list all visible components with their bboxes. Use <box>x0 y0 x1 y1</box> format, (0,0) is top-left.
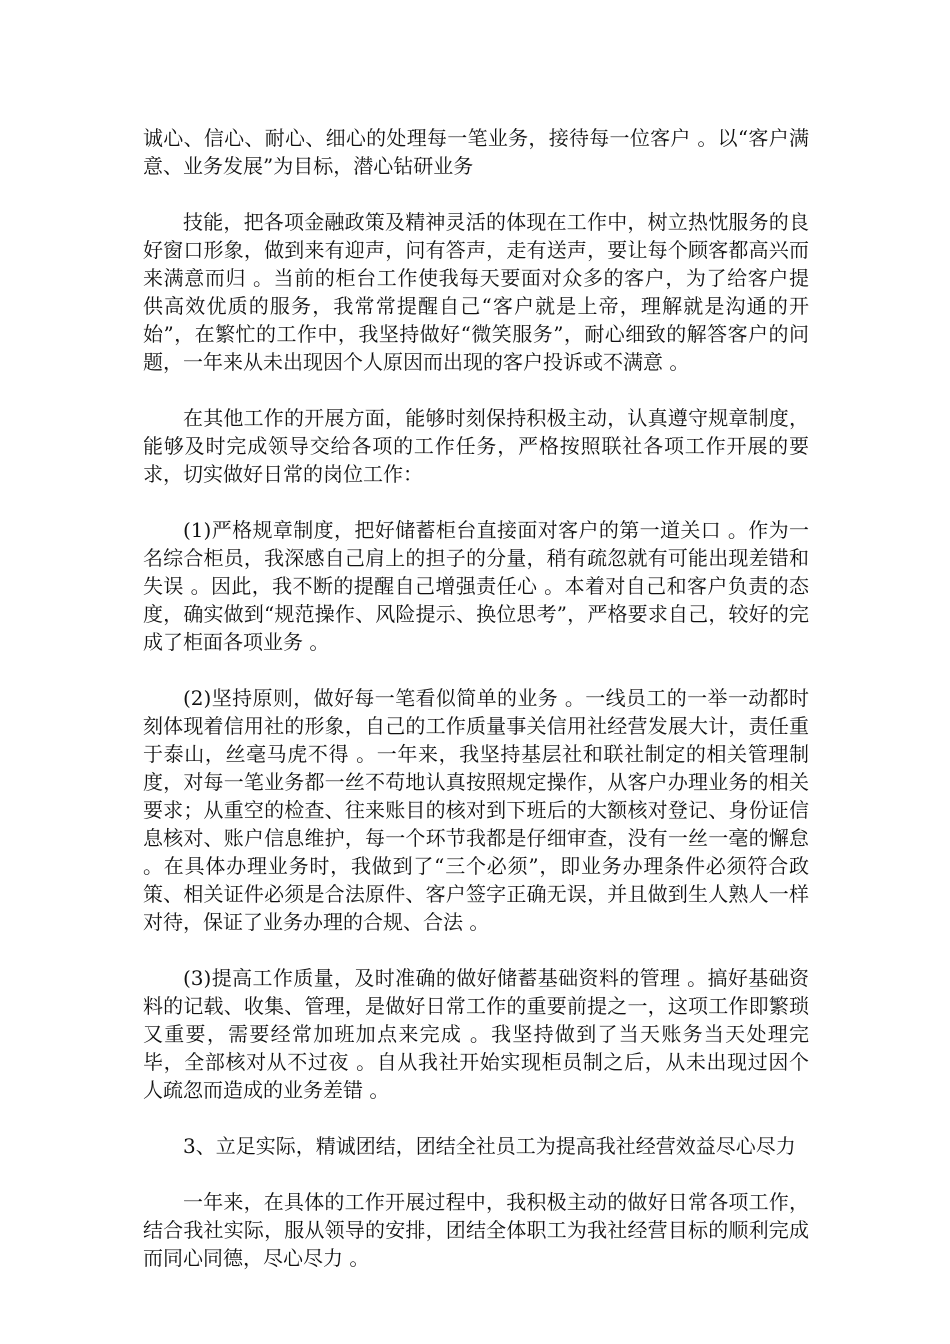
paragraph-5: (2)坚持原则，做好每一笔看似简单的业务 。一线员工的一举一动都时刻体现着信用社的形象，自己的工作质量事关信用社经营发展大计，责任重于泰山，丝毫马虎不得 。一年来，我坚持基层社和联社制定的相关管理制度，对每一笔业务都一丝不苟地认真按照规定操作，从客户办理业务的相关要求；从重空的检查、往来账目的核对到下班后的大额核对登记、身份证信息核对、账户信息维护，每一个环节我都是仔细审查，没有一丝一毫的懈怠 。在具体办理业务时，我做到了“三个必须”，即业务办理条件必须符合政策、相关证件必须是合法原件、客户签字正确无误，并且做到生人熟人一样对待，保证了业务办理的合规、合法 。 <box>143 686 809 934</box>
paragraph-8: 一年来，在具体的工作开展过程中，我积极主动的做好日常各项工作，结合我社实际，服从领导的安排，团结全体职工为我社经营目标的顺利完成而同心同德，尽心尽力 。 <box>143 1190 809 1270</box>
paragraph-6: (3)提高工作质量，及时准确的做好储蓄基础资料的管理 。搞好基础资料的记载、收集、管理，是做好日常工作的重要前提之一，这项工作即繁琐又重要，需要经常加班加点来完成 。我坚持做到了当天账务当天处理完毕，全部核对从不过夜 。自从我社开始实现柜员制之后，从未出现过因个人疏忽而造成的业务差错 。 <box>143 966 809 1102</box>
paragraph-2: 技能，把各项金融政策及精神灵活的体现在工作中，树立热忱服务的良好窗口形象，做到来有迎声，问有答声，走有送声，要让每个顾客都高兴而来满意而归 。当前的柜台工作使我每天要面对众多的客户，为了给客户提供高效优质的服务，我常常提醒自己“客户就是上帝，理解就是沟通的开始”，在繁忙的工作中，我坚持做好“微笑服务”，耐心细致的解答客户的问题，一年来从未出现因个人原因而出现的客户投诉或不满意 。 <box>143 210 809 374</box>
paragraph-1: 诚心、信心、耐心、细心的处理每一笔业务，接待每一位客户 。以“客户满意、业务发展”为目标，潜心钻研业务 <box>143 126 809 178</box>
paragraph-3: 在其他工作的开展方面，能够时刻保持积极主动，认真遵守规章制度，能够及时完成领导交给各项的工作任务，严格按照联社各项工作开展的要求，切实做好日常的岗位工作： <box>143 406 809 486</box>
document-body <box>143 124 809 1300</box>
paragraph-4: (1)严格规章制度，把好储蓄柜台直接面对客户的第一道关口 。作为一名综合柜员，我深感自己肩上的担子的分量，稍有疏忽就有可能出现差错和失误 。因此，我不断的提醒自己增强责任心 。本着对自己和客户负责的态度，确实做到“规范操作、风险提示、换位思考”，严格要求自己，较好的完成了柜面各项业务 。 <box>143 518 809 654</box>
paragraph-7: 3、立足实际，精诚团结，团结全社员工为提高我社经营效益尽心尽力 <box>183 1134 796 1158</box>
